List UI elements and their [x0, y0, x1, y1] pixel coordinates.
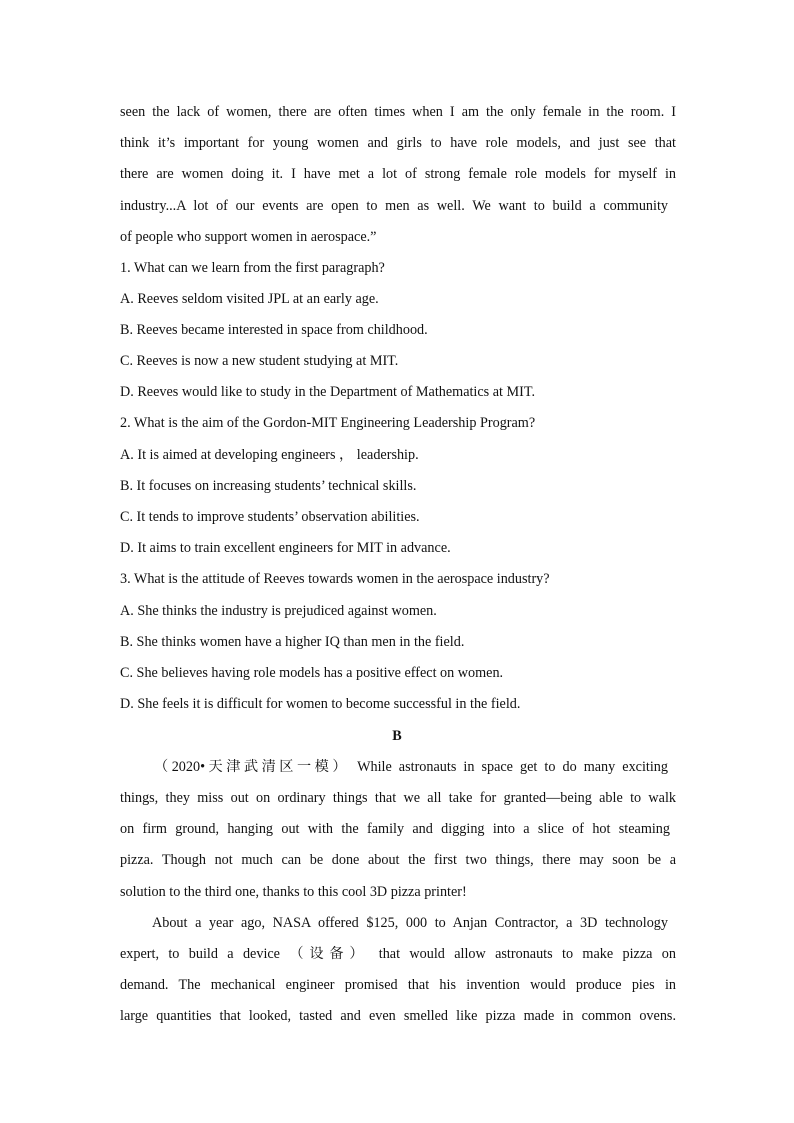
- paragraph-line: things, they miss out on ordinary things that we all take for granted—being able to walk: [120, 790, 676, 806]
- option-b: B. It focuses on increasing students’ technical skills.: [120, 478, 417, 494]
- option-b: B. Reeves became interested in space from childhood.: [120, 322, 428, 338]
- question-stem: 2. What is the aim of the Gordon-MIT Engineering Leadership Program?: [120, 415, 536, 431]
- paragraph-line: （2020•天津武清区一模） While astronauts in space get to do many exciting: [154, 759, 668, 775]
- option-d: D. Reeves would like to study in the Department of Mathematics at MIT.: [120, 384, 536, 400]
- option-c: C. It tends to improve students’ observation abilities.: [120, 509, 420, 525]
- paragraph-line: on firm ground, hanging out with the family and digging into a slice of hot steaming: [120, 821, 670, 837]
- paragraph-line: expert, to build a device （设备） that would allow astronauts to make pizza on: [120, 946, 676, 962]
- option-a: A. It is aimed at developing engineers ， leadership.: [120, 447, 419, 463]
- passage-line: seen the lack of women, there are often times when I am the only female in the room. I: [120, 104, 676, 120]
- option-c: C. Reeves is now a new student studying at MIT.: [120, 353, 399, 369]
- paragraph-line: pizza. Though not much can be done about the first two things, there may soon be a: [120, 852, 676, 868]
- option-c: C. She believes having role models has a positive effect on women.: [120, 665, 504, 681]
- option-a: A. Reeves seldom visited JPL at an early age.: [120, 291, 379, 307]
- option-d: D. She feels it is difficult for women to become successful in the field.: [120, 696, 521, 712]
- passage-line: industry...A lot of our events are open to men as well. We want to build a community: [120, 198, 668, 214]
- passage-line: there are women doing it. I have met a lot of strong female role models for myself in: [120, 166, 676, 182]
- question-stem: 3. What is the attitude of Reeves towards women in the aerospace industry?: [120, 571, 550, 587]
- option-d: D. It aims to train excellent engineers for MIT in advance.: [120, 540, 451, 556]
- paragraph-line: About a year ago, NASA offered $125, 000 to Anjan Contractor, a 3D technology: [152, 915, 668, 931]
- paragraph-line: demand. The mechanical engineer promised that his invention would produce pies in: [120, 977, 676, 993]
- passage-line: of people who support women in aerospace.”: [120, 229, 377, 245]
- option-a: A. She thinks the industry is prejudiced against women.: [120, 603, 437, 619]
- section-heading: B: [392, 728, 402, 744]
- passage-line: think it’s important for young women and girls to have role models, and just see that: [120, 135, 676, 151]
- paragraph-line: large quantities that looked, tasted and even smelled like pizza made in common ovens.: [120, 1008, 676, 1024]
- option-b: B. She thinks women have a higher IQ than men in the field.: [120, 634, 465, 650]
- paragraph-line: solution to the third one, thanks to this cool 3D pizza printer!: [120, 884, 467, 900]
- question-stem: 1. What can we learn from the first paragraph?: [120, 260, 385, 276]
